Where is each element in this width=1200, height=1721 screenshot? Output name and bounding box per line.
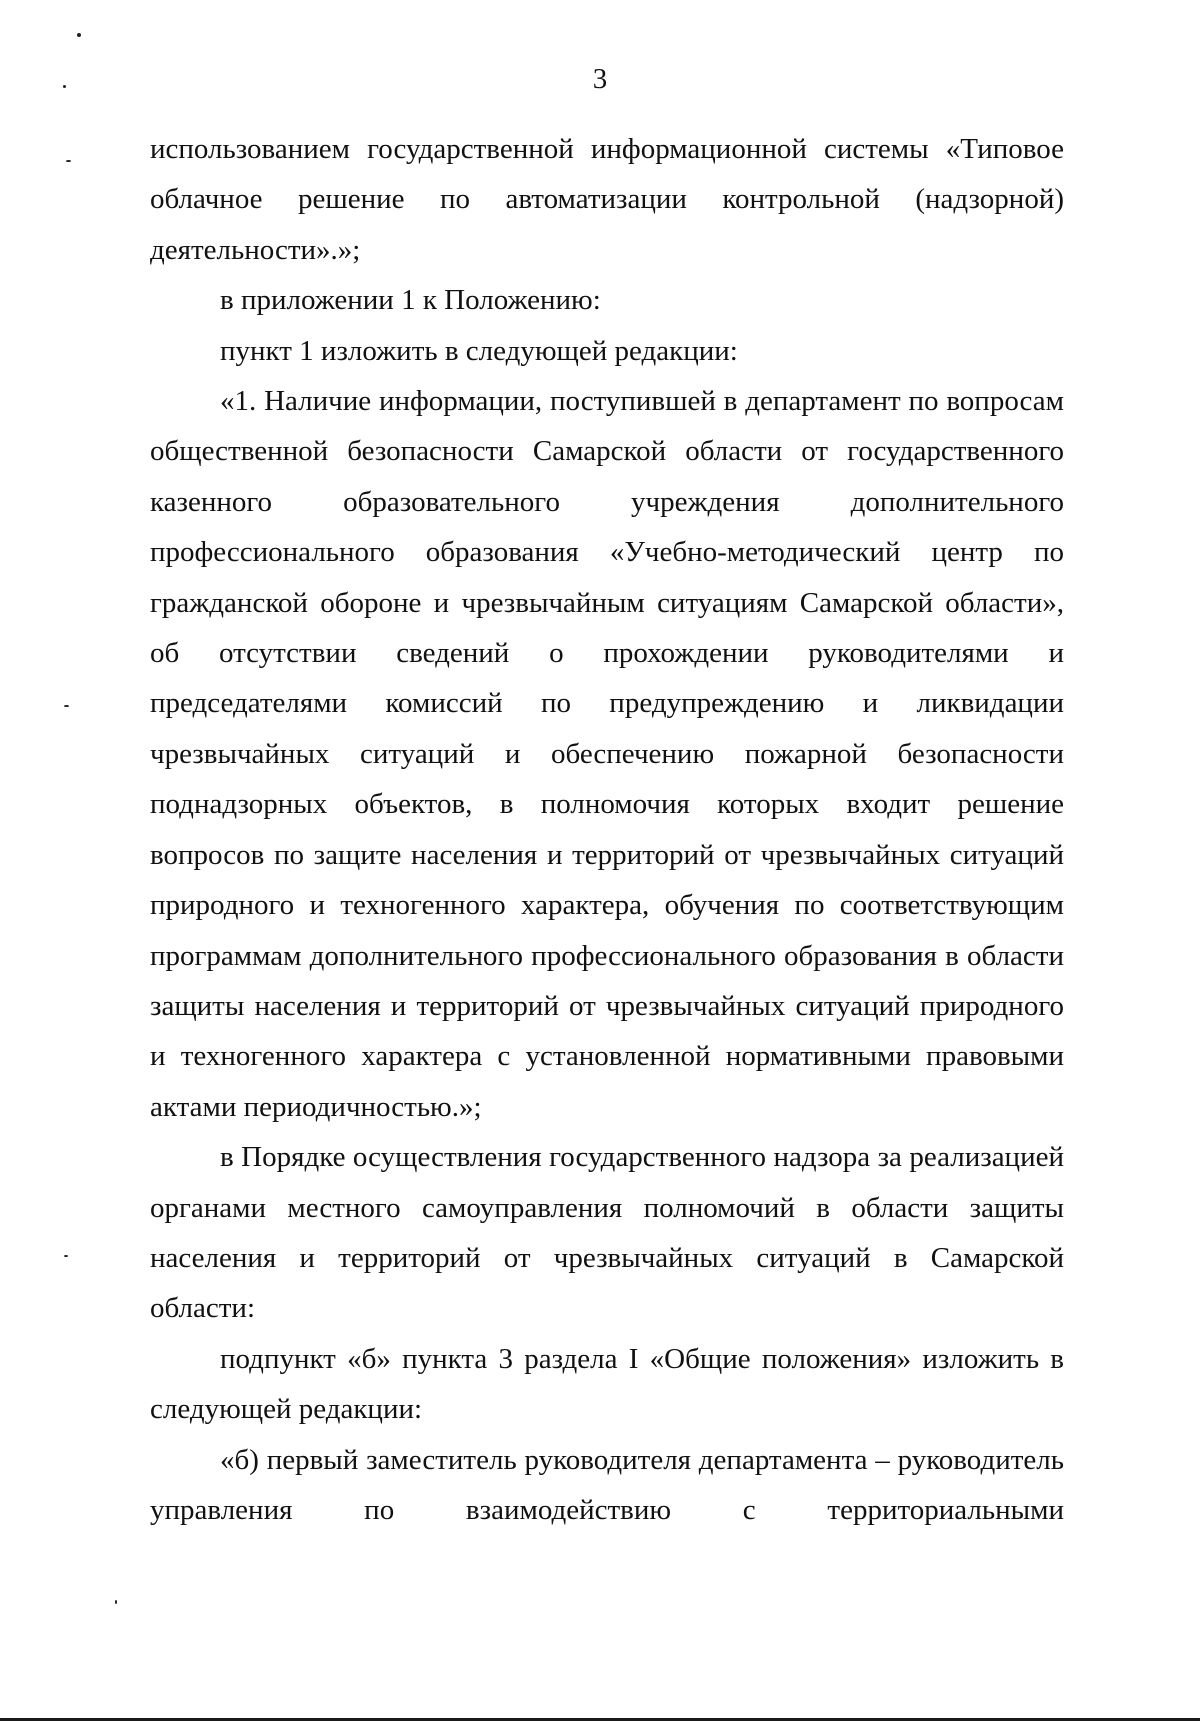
paragraph-1: использованием государственной информационной системы «Типовое облачное решение по автоматизации контрольной (надзорной) деятельности».»; <box>150 133 1064 266</box>
scan-speck <box>115 1600 117 1604</box>
scan-speck <box>66 160 71 162</box>
document-body <box>150 124 1064 1535</box>
paragraph-5: в Порядке осуществления государственного надзора за реализацией органами местного самоуправления полномочий в области защиты населения и территорий от чрезвычайных ситуаций в Самарской области: <box>150 1141 1064 1325</box>
paragraph-2: в приложении 1 к Положению: <box>220 284 601 317</box>
paragraph-3: пункт 1 изложить в следующей редакции: <box>220 334 738 367</box>
paragraph-6: подпункт «б» пункта 3 раздела I «Общие положения» изложить в следующей редакции: <box>150 1342 1064 1426</box>
scan-speck <box>64 1255 68 1257</box>
paragraph-4: «1. Наличие информации, поступившей в департамент по вопросам общественной безопасности Самарской области от государственного казенного образовательного учреждения дополнительного профессионального образования «Учебно-методический центр по гражданской обороне и чрезвычайным ситуациям Самарской области», об отсутствии сведений о прохождении руководителями и председателями комиссий по предупреждению и ликвидации чрезвычайных ситуаций и обеспечению пожарной безопасности поднадзорных объектов, в полномочия которых входит решение вопросов по защите населения и территорий от чрезвычайных ситуаций природного и техногенного характера, обучения по соответствующим программам дополнительного профессионального образования в области защиты населения и территорий от чрезвычайных ситуаций природного и техногенного характера с установленной нормативными правовыми актами периодичностью.»; <box>150 385 1064 1123</box>
scan-speck <box>77 33 81 37</box>
page-number: 3 <box>592 63 608 95</box>
scan-speck <box>63 85 66 88</box>
paragraph-7: «б) первый заместитель руководителя департамента – руководитель управления по взаимодействию с территориальными <box>150 1443 1064 1526</box>
scan-speck <box>64 705 69 707</box>
